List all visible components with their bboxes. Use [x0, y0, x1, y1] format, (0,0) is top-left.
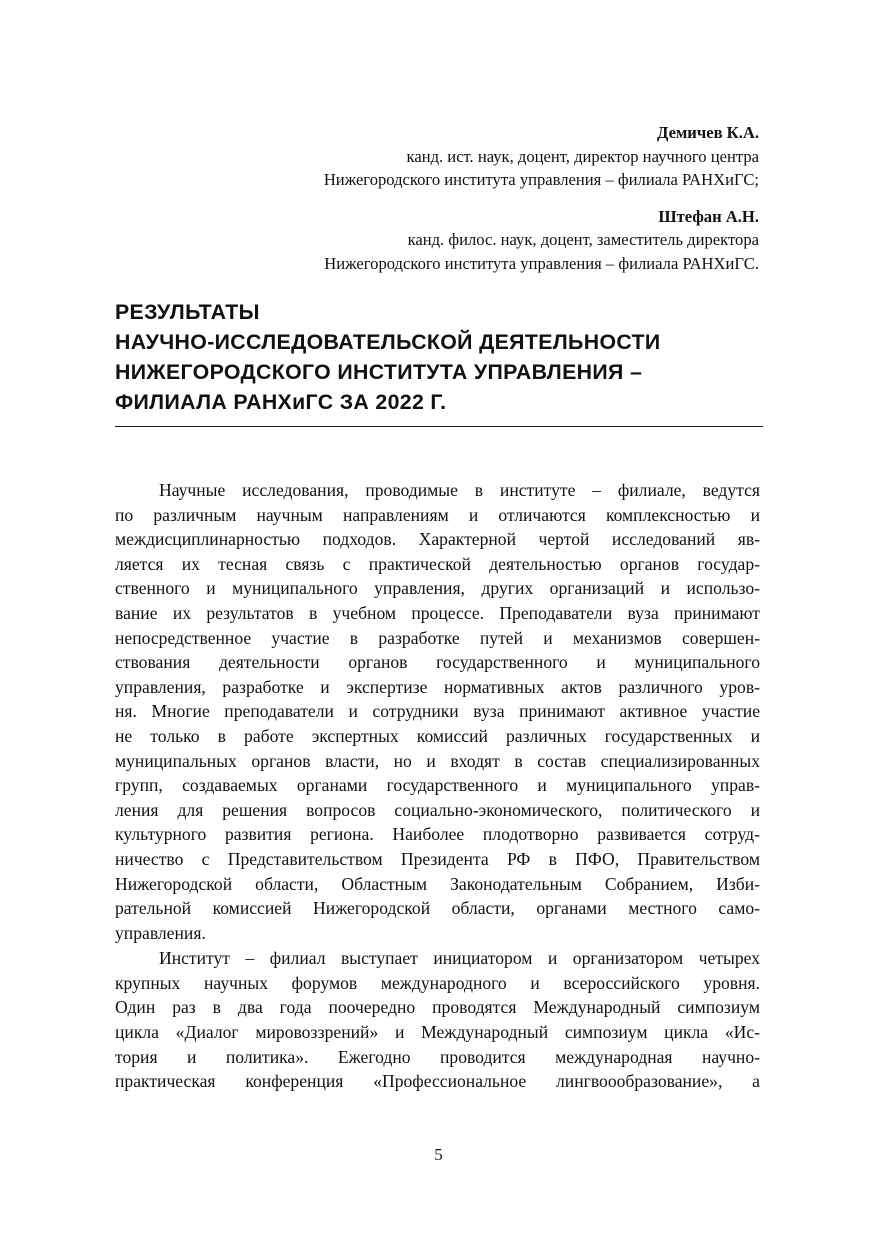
paragraph-line: междисциплинарностью подходов. Характерной чертой исследований яв- [115, 529, 760, 550]
paragraph-line: рательной комиссией Нижегородской области, органами местного само- [115, 898, 760, 919]
paragraph-line: Научные исследования, проводимые в институте – филиале, ведутся [159, 480, 760, 500]
paragraph-line: вание их результатов в учебном процессе. Преподаватели вуза принимают [115, 602, 760, 623]
paragraph-line: культурного развития региона. Наиболее плодотворно развивается сотруд- [115, 824, 760, 845]
author-position: канд. филос. наук, доцент, заместитель директора [407, 230, 759, 249]
author-affiliation: Нижегородского института управления – филиала РАНХиГС; [323, 170, 759, 189]
title-line: НИЖЕГОРОДСКОГО ИНСТИТУТА УПРАВЛЕНИЯ – [115, 360, 643, 384]
author-block [200, 205, 759, 276]
title-line: ФИЛИАЛА РАНХиГС ЗА 2022 Г. [115, 390, 447, 414]
paragraph-line: муниципальных органов власти, но и входят в состав специализированных [115, 750, 760, 771]
paragraph-line: Институт – филиал выступает инициатором и организатором четырех [159, 948, 760, 969]
paragraph-line: ствования деятельности органов государственного и муниципального [115, 652, 760, 673]
paragraph-line: тория и политика». Ежегодно проводится международная научно- [115, 1046, 760, 1067]
article-title [115, 297, 765, 417]
author-name: Штефан А.Н. [658, 206, 759, 226]
paragraph [115, 478, 760, 945]
paragraph-line: ня. Многие преподаватели и сотрудники вуза принимают активное участие [115, 701, 760, 722]
paragraph-line: ляется их тесная связь с практической деятельностью органов государ- [115, 553, 760, 574]
paragraph-line: крупных научных форумов международного и всероссийского уровня. [115, 972, 760, 993]
title-line: РЕЗУЛЬТАТЫ [115, 300, 260, 324]
paragraph-line: непосредственное участие в разработке путей и механизмов совершен- [115, 627, 760, 648]
paragraph-line: Нижегородской области, Областным Законодательным Собранием, Изби- [115, 873, 760, 894]
author-affiliation: Нижегородского института управления – филиала РАНХиГС. [324, 253, 759, 273]
paragraph-line: управления, разработке и экспертизе нормативных актов различного уров- [115, 676, 760, 697]
paragraph-line: Один раз в два года поочередно проводятся Международный симпозиум [115, 997, 760, 1018]
author-position: канд. ист. наук, доцент, директор научного центра [406, 146, 759, 166]
title-divider [115, 426, 763, 427]
paragraph-line: ления для решения вопросов социально-экономического, политического и [115, 799, 760, 820]
article-body [115, 478, 760, 1094]
author-block [200, 121, 759, 192]
author-name: Демичев К.А. [657, 123, 759, 142]
paragraph [115, 946, 760, 1094]
paragraph-line: ничество с Представительством Президента РФ в ПФО, Правительством [115, 848, 760, 869]
paragraph-line: групп, создаваемых органами государственного и муниципального управ- [115, 775, 760, 796]
paragraph-line: управления. [115, 922, 206, 943]
paragraph-line: ственного и муниципального управления, других организаций и использо- [115, 578, 760, 599]
paragraph-line: цикла «Диалог мировоззрений» и Международный симпозиум цикла «Ис- [115, 1022, 760, 1043]
paragraph-line: по различным научным направлениям и отличаются комплексностью и [115, 504, 760, 525]
page-number: 5 [434, 1145, 443, 1164]
paragraph-line: практическая конференция «Профессиональное лингвоообразование», а [115, 1071, 760, 1092]
paragraph-line: не только в работе экспертных комиссий различных государственных и [115, 725, 760, 746]
title-line: НАУЧНО-ИССЛЕДОВАТЕЛЬСКОЙ ДЕЯТЕЛЬНОСТИ [115, 330, 661, 354]
author-list [200, 121, 759, 275]
